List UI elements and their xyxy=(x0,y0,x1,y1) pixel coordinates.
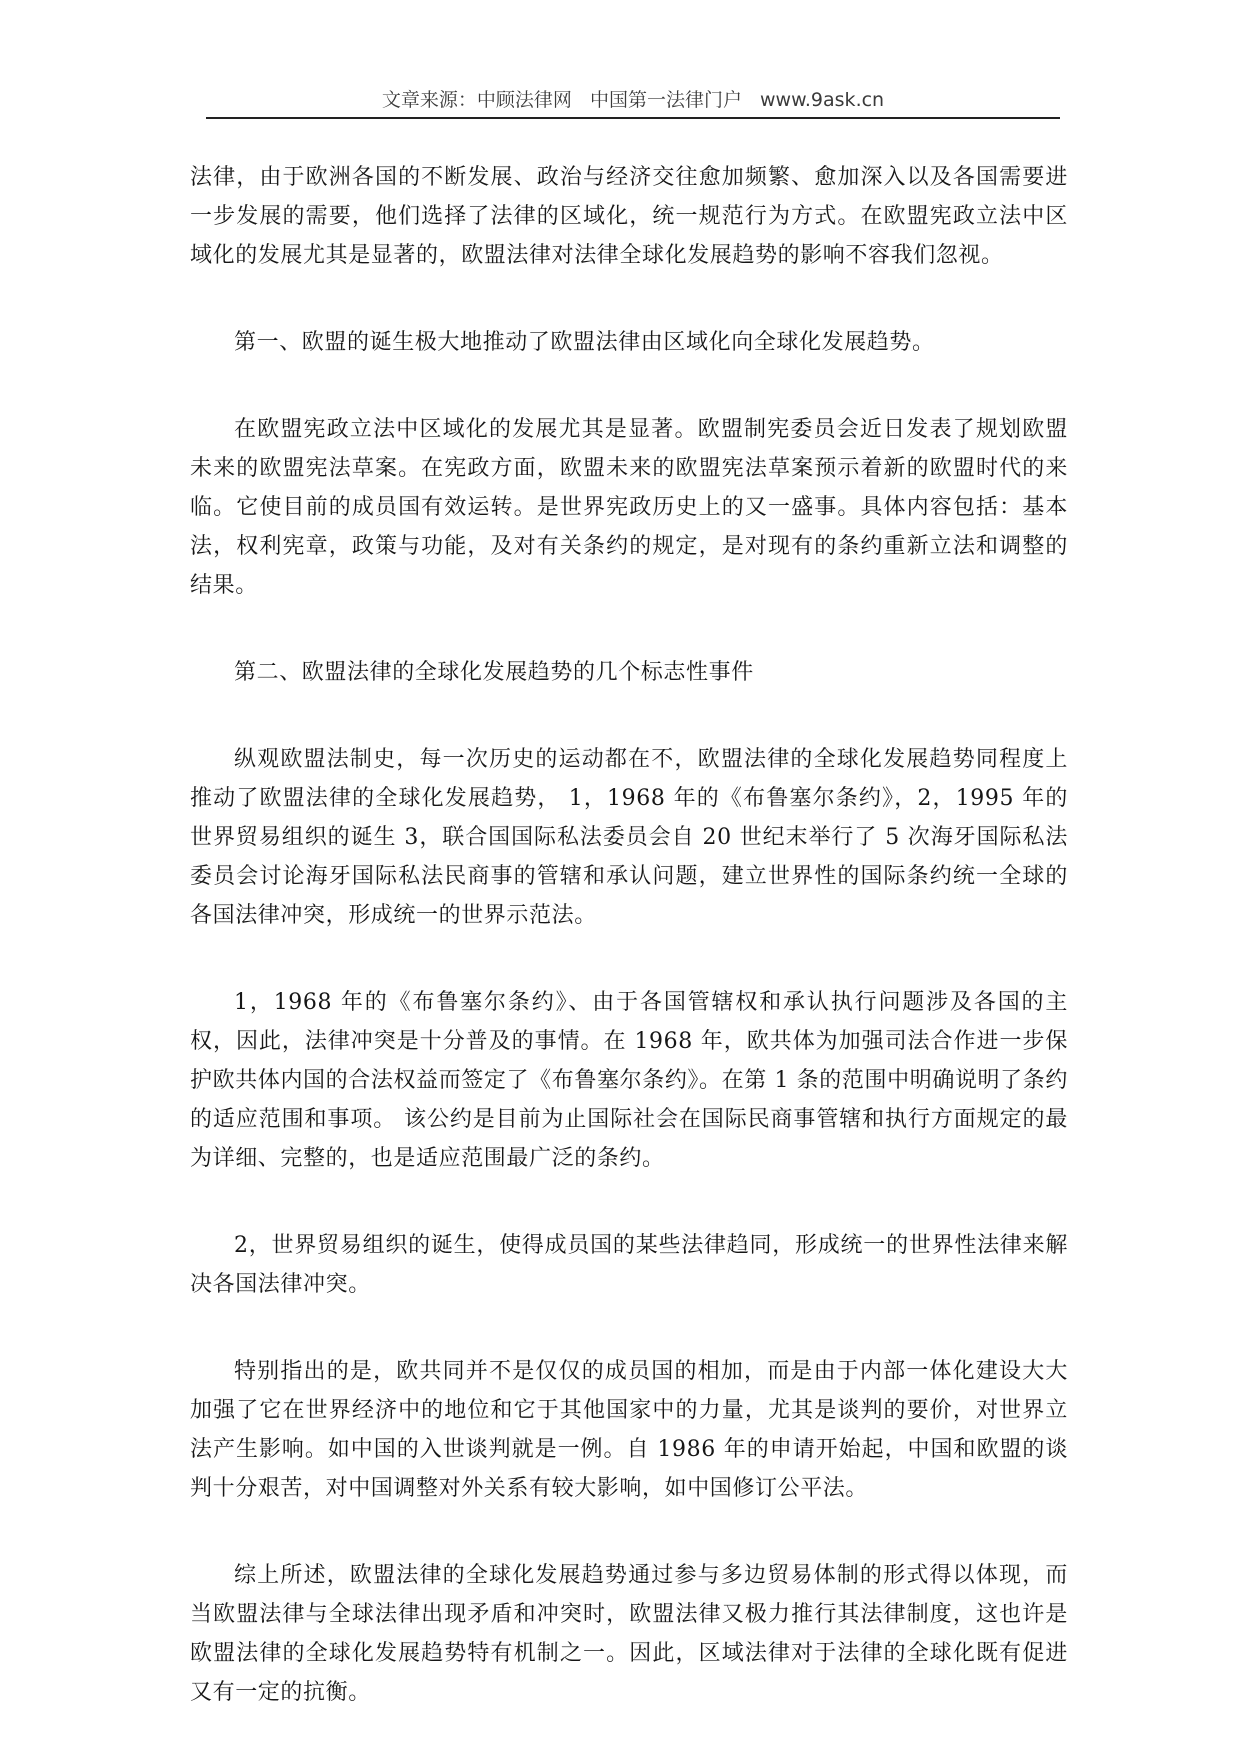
paragraph-conclusion: 综上所述，欧盟法律的全球化发展趋势通过参与多边贸易体制的形式得以体现，而当欧盟法律与全球法律出现矛盾和冲突时，欧盟法律又极力推行其法律制度，这也许是欧盟法律的全球化发展趋势特有机制之一。因此，区域法律对于法律的全球化既有促进又有一定的抗衡。 xyxy=(190,1563,1068,1705)
paragraph-wto: 2，世界贸易组织的诞生，使得成员国的某些法律趋同，形成统一的世界性法律来解决各国法律冲突。 xyxy=(190,1233,1068,1297)
section-heading-second: 第二、欧盟法律的全球化发展趋势的几个标志性事件 xyxy=(234,660,754,685)
document-body xyxy=(190,158,1068,1760)
paragraph-eu-negotiation: 特别指出的是，欧共同并不是仅仅的成员国的相加，而是由于内部一体化建设大大加强了它在世界经济中的地位和它于其他国家中的力量，尤其是谈判的要价，对世界立法产生影响。如中国的入世谈判就是一例。自 1986 年的申请开始起，中国和欧盟的谈判十分艰苦，对中国调整对外关系有较大影响，如中国修订公平法。 xyxy=(190,1359,1068,1501)
paragraph-intro: 法律，由于欧洲各国的不断发展、政治与经济交往愈加频繁、愈加深入以及各国需要进一步发展的需要，他们选择了法律的区域化，统一规范行为方式。在欧盟宪政立法中区域化的发展尤其是显著的，欧盟法律对法律全球化发展趋势的影响不容我们忽视。 xyxy=(190,165,1068,268)
section-heading-first: 第一、欧盟的诞生极大地推动了欧盟法律由区域化向全球化发展趋势。 xyxy=(234,330,935,355)
page-header xyxy=(206,88,1060,118)
paragraph-brussels-treaty: 1，1968 年的《布鲁塞尔条约》、由于各国管辖权和承认执行问题涉及各国的主权，因此，法律冲突是十分普及的事情。在 1968 年，欧共体为加强司法合作进一步保护欧共体内国的合法权益而签定了《布鲁塞尔条约》。在第 1 条的范围中明确说明了条约的适应范围和事项。 该公约是目前为止国际社会在国际民商事管辖和执行方面规定的最为详细、完整的，也是适应范围最广泛的条约。 xyxy=(190,990,1068,1171)
header-source-label: 文章来源：中顾法律网 xyxy=(381,89,572,111)
header-divider xyxy=(206,117,1060,119)
header-portal-label: 中国第一法律门户 xyxy=(589,89,742,111)
header-site-url[interactable]: www.9ask.cn xyxy=(760,89,885,111)
paragraph-history: 纵观欧盟法制史，每一次历史的运动都在不，欧盟法律的全球化发展趋势同程度上推动了欧盟法律的全球化发展趋势， 1，1968 年的《布鲁塞尔条约》，2，1995 年的世界贸易组织的诞生 3，联合国国际私法委员会自 20 世纪末举行了 5 次海牙国际私法委员会讨论海牙国际私法民商事的管辖和承认问题，建立世界性的国际条约统一全球的各国法律冲突，形成统一的世界示范法。 xyxy=(190,747,1068,928)
paragraph-constitution: 在欧盟宪政立法中区域化的发展尤其是显著。欧盟制宪委员会近日发表了规划欧盟未来的欧盟宪法草案。在宪政方面，欧盟未来的欧盟宪法草案预示着新的欧盟时代的来临。它使目前的成员国有效运转。是世界宪政历史上的又一盛事。具体内容包括：基本法，权利宪章，政策与功能，及对有关条约的规定，是对现有的条约重新立法和调整的结果。 xyxy=(190,417,1068,598)
